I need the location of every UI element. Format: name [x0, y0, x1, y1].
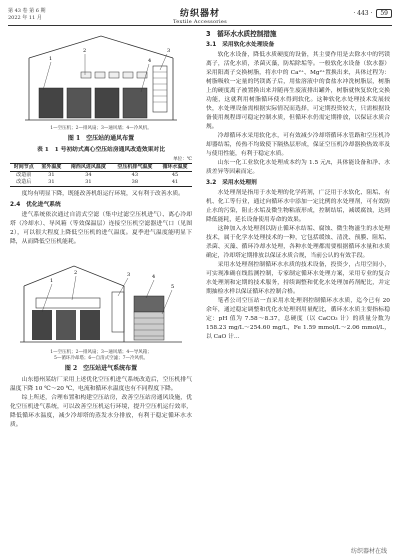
body-paragraph: 笔者公司空压站一直采用水处理剂控制循环水水质，迄今已有 20 余年，通过稳定调整和优化水处理剂用量配比，循环水水质主要指标稳定：pH 值为 7.58～8.37，总硬度（以 CaCO₃ 计）的质量分数为 158.23 mg/L～254.60 mg/L，Fe 1.59 mmol/L～2.06 mmol/L，以 CaO 计…: [206, 298, 390, 340]
section-heading-2-4: 2.4 优化进气系统: [10, 202, 61, 208]
body-paragraph: 水处理剂是指用于水处理的化学药剂，广泛用于水软化、阻垢、有机、化工等行业，通过向循环水中添加一定比例的水处理剂，可有效防止水的污染，阻止水垢及微生物粘液形成，控制结垢，减缓腐蚀，达到降低能耗，延长设备使用寿命的效果。: [206, 190, 390, 223]
body-paragraph: 这种加入水处理剂以防止循环水结垢、腐蚀、微生物滋生的水处理技术，属于化学水处理技术的一种，它包括缓蚀、清洗、预膜、阻垢、杀菌、灭藻、循环冷却水处理，各种水处理都需要根据循环水量和水质确定，冷却塔定期排放以保证水质合规，当前公认的有效手段。: [206, 226, 390, 259]
table-1-header: 南西风进风温度: [65, 164, 111, 172]
table-cell: 41: [158, 179, 192, 187]
fig1-label-3: 3: [167, 48, 171, 54]
journal-logo: 纺织器材: [179, 9, 220, 19]
journal-issue-info: [8, 8, 46, 21]
figure-1: [21, 30, 181, 126]
table-cell: 43: [131, 172, 139, 178]
left-column: [10, 30, 192, 430]
figure-2-legend-line-1: 1—空压机；2—排风扇；3—通风墙；4—导风箱；: [50, 350, 152, 355]
body-paragraph: 软化水设备，降低水质硬度的设备，其主要作用是去除水中的钙镁离子，活化水质，杀菌灭藻，防垢除垢等。一般软化水设备（软水器）采用阳离子交换树脂，将水中的 Ca²⁺、Mg²⁺置换出来，具体过程为：树脂吸收一定量的钙镁离子后，用盐溶液中的食盐水冲洗树脂层，树脂上的硬度离子被置换出来并随再生废液排出罐外，树脂就恢复软化交换功能，这就利用树脂循环使水得到软化。这种软化水处理技术发展较快，水处理设备需根据实际情况而选择，可定期投资较大，只需根据设备使用规程即可稳定控制水质，但循环水仍需定期排放，以保证水质合规。: [206, 52, 390, 130]
fig2-label-5: 5: [171, 284, 175, 290]
table-cell: 38: [112, 179, 158, 187]
journal-english-title: Textile Accessories: [172, 19, 227, 25]
table-cell: 31: [38, 179, 66, 187]
table-1: [10, 163, 192, 187]
fig1-label-4: 4: [148, 58, 152, 64]
right-column: [206, 30, 390, 342]
fig2-label-2: 2: [74, 270, 78, 276]
table-1-caption: 表 1 1 号初纺式离心空压站房通风改造效果对比: [36, 147, 166, 153]
table-cell: 34: [85, 172, 92, 178]
figure-1-legend: 1—空压机；2—排风扇；3—通风墙；4—冷风机。: [50, 126, 152, 131]
table-cell: 45: [171, 172, 179, 178]
header-rule: [8, 25, 392, 26]
table-cell: 改造后: [10, 179, 38, 187]
table-1-unit: 单位：℃: [173, 157, 192, 162]
section-heading-3: 3 循环水水质控制措施: [206, 30, 277, 38]
table-1-header: 循环水温度: [158, 164, 192, 172]
fig2-label-1: 1: [50, 278, 54, 284]
figure-2-legend-line-2: 5—循环冷却塔；6—自清式空滤；7—冷风机。: [53, 356, 149, 361]
fig1-label-1: 1: [49, 56, 53, 62]
section-heading-3-2: 3.2 采用水处理剂: [206, 180, 257, 186]
figure-2-drawing: [16, 250, 186, 350]
table-row: [10, 172, 192, 180]
figure-1-drawing: [21, 30, 181, 126]
fig2-label-3: 3: [127, 272, 131, 278]
table-row: [10, 179, 192, 187]
figure-1-caption: 图 1 空压站的通风布置: [67, 135, 135, 142]
table-1-header: 时间节点: [10, 164, 38, 172]
wechat-watermark: 纺织器材在线: [348, 545, 390, 556]
volume-issue: 第 43 卷 第 6 期: [8, 8, 46, 14]
page-number: [353, 10, 392, 17]
figure-2-caption: 图 2 空压站进气系统布置: [64, 365, 138, 372]
figure-2: [16, 250, 186, 350]
issue-date: 2022 年 11 月: [8, 14, 42, 21]
table-cell: 改造前: [16, 172, 32, 178]
page-box: 59: [376, 9, 392, 18]
body-paragraph: 冷却循环水采用软化水，可有效减少冷却塔循环水管路和空压机冷却器结垢，传热不均致使下隔热层形成，保证空压机冷却器换热效率及与使用性能，有利于稳定水质。: [206, 133, 390, 157]
table-1-header: 室外温度: [38, 164, 66, 172]
body-paragraph: 综上所述，合理布置和构建空压站房，改善空压站房通风设施，优化空压机进气系统，可以改善空压机运行环境，提升空压机运行效率，降低循环水温度，减少冷却塔的蒸发水分排放，有利于稳定循环水水质。: [10, 395, 192, 428]
body-paragraph: 山东一化工业软化水处理成本约为 1.5 元/t，具体能设备和净、水质差异等因素而定。: [206, 160, 390, 175]
body-paragraph: 采用水处理剂控制循环水水质的技术设备，投资少，占用空间小，可实现准确在线监测控制，专家制定循环水处理方案，采用专业的复合水处理剂和定期的技术服务，持续调整和优化水处理加药剂配比，并定期抽检水样以保证循环水控制合格。: [206, 262, 390, 295]
body-paragraph: 度均有明显下降，既能改善机组运行环境，又有利于改善水质。: [21, 191, 184, 197]
fig2-label-4: 4: [152, 274, 156, 280]
table-cell: 31: [48, 172, 55, 178]
fig1-label-2: 2: [83, 48, 87, 54]
body-paragraph: 进气系统依次通过自清式空滤（集中过滤空压机进气）、离心冷却塔（冷却水）、导风箱（等效保温层）连接空压机空滤器进气口（见图 2），可以很大程度上降低空压机的进气温度。夏季进气温度能明显下降，从而降低空压机能耗。: [10, 212, 192, 245]
section-heading-3-1: 3.1 采用软化水处理设备: [206, 42, 275, 48]
table-cell: 31: [65, 179, 111, 187]
body-paragraph: 山东德州某纺厂采用上述优化空压机进气系统改造后，空压机排气温度下降 10 ℃～20 ℃，电流和循环水温度也有不同程度下降。: [10, 377, 192, 392]
table-1-header: 空压机排气温度: [112, 164, 158, 172]
journal-masthead: [150, 6, 250, 25]
page-marker: · 443 ·: [353, 10, 373, 17]
